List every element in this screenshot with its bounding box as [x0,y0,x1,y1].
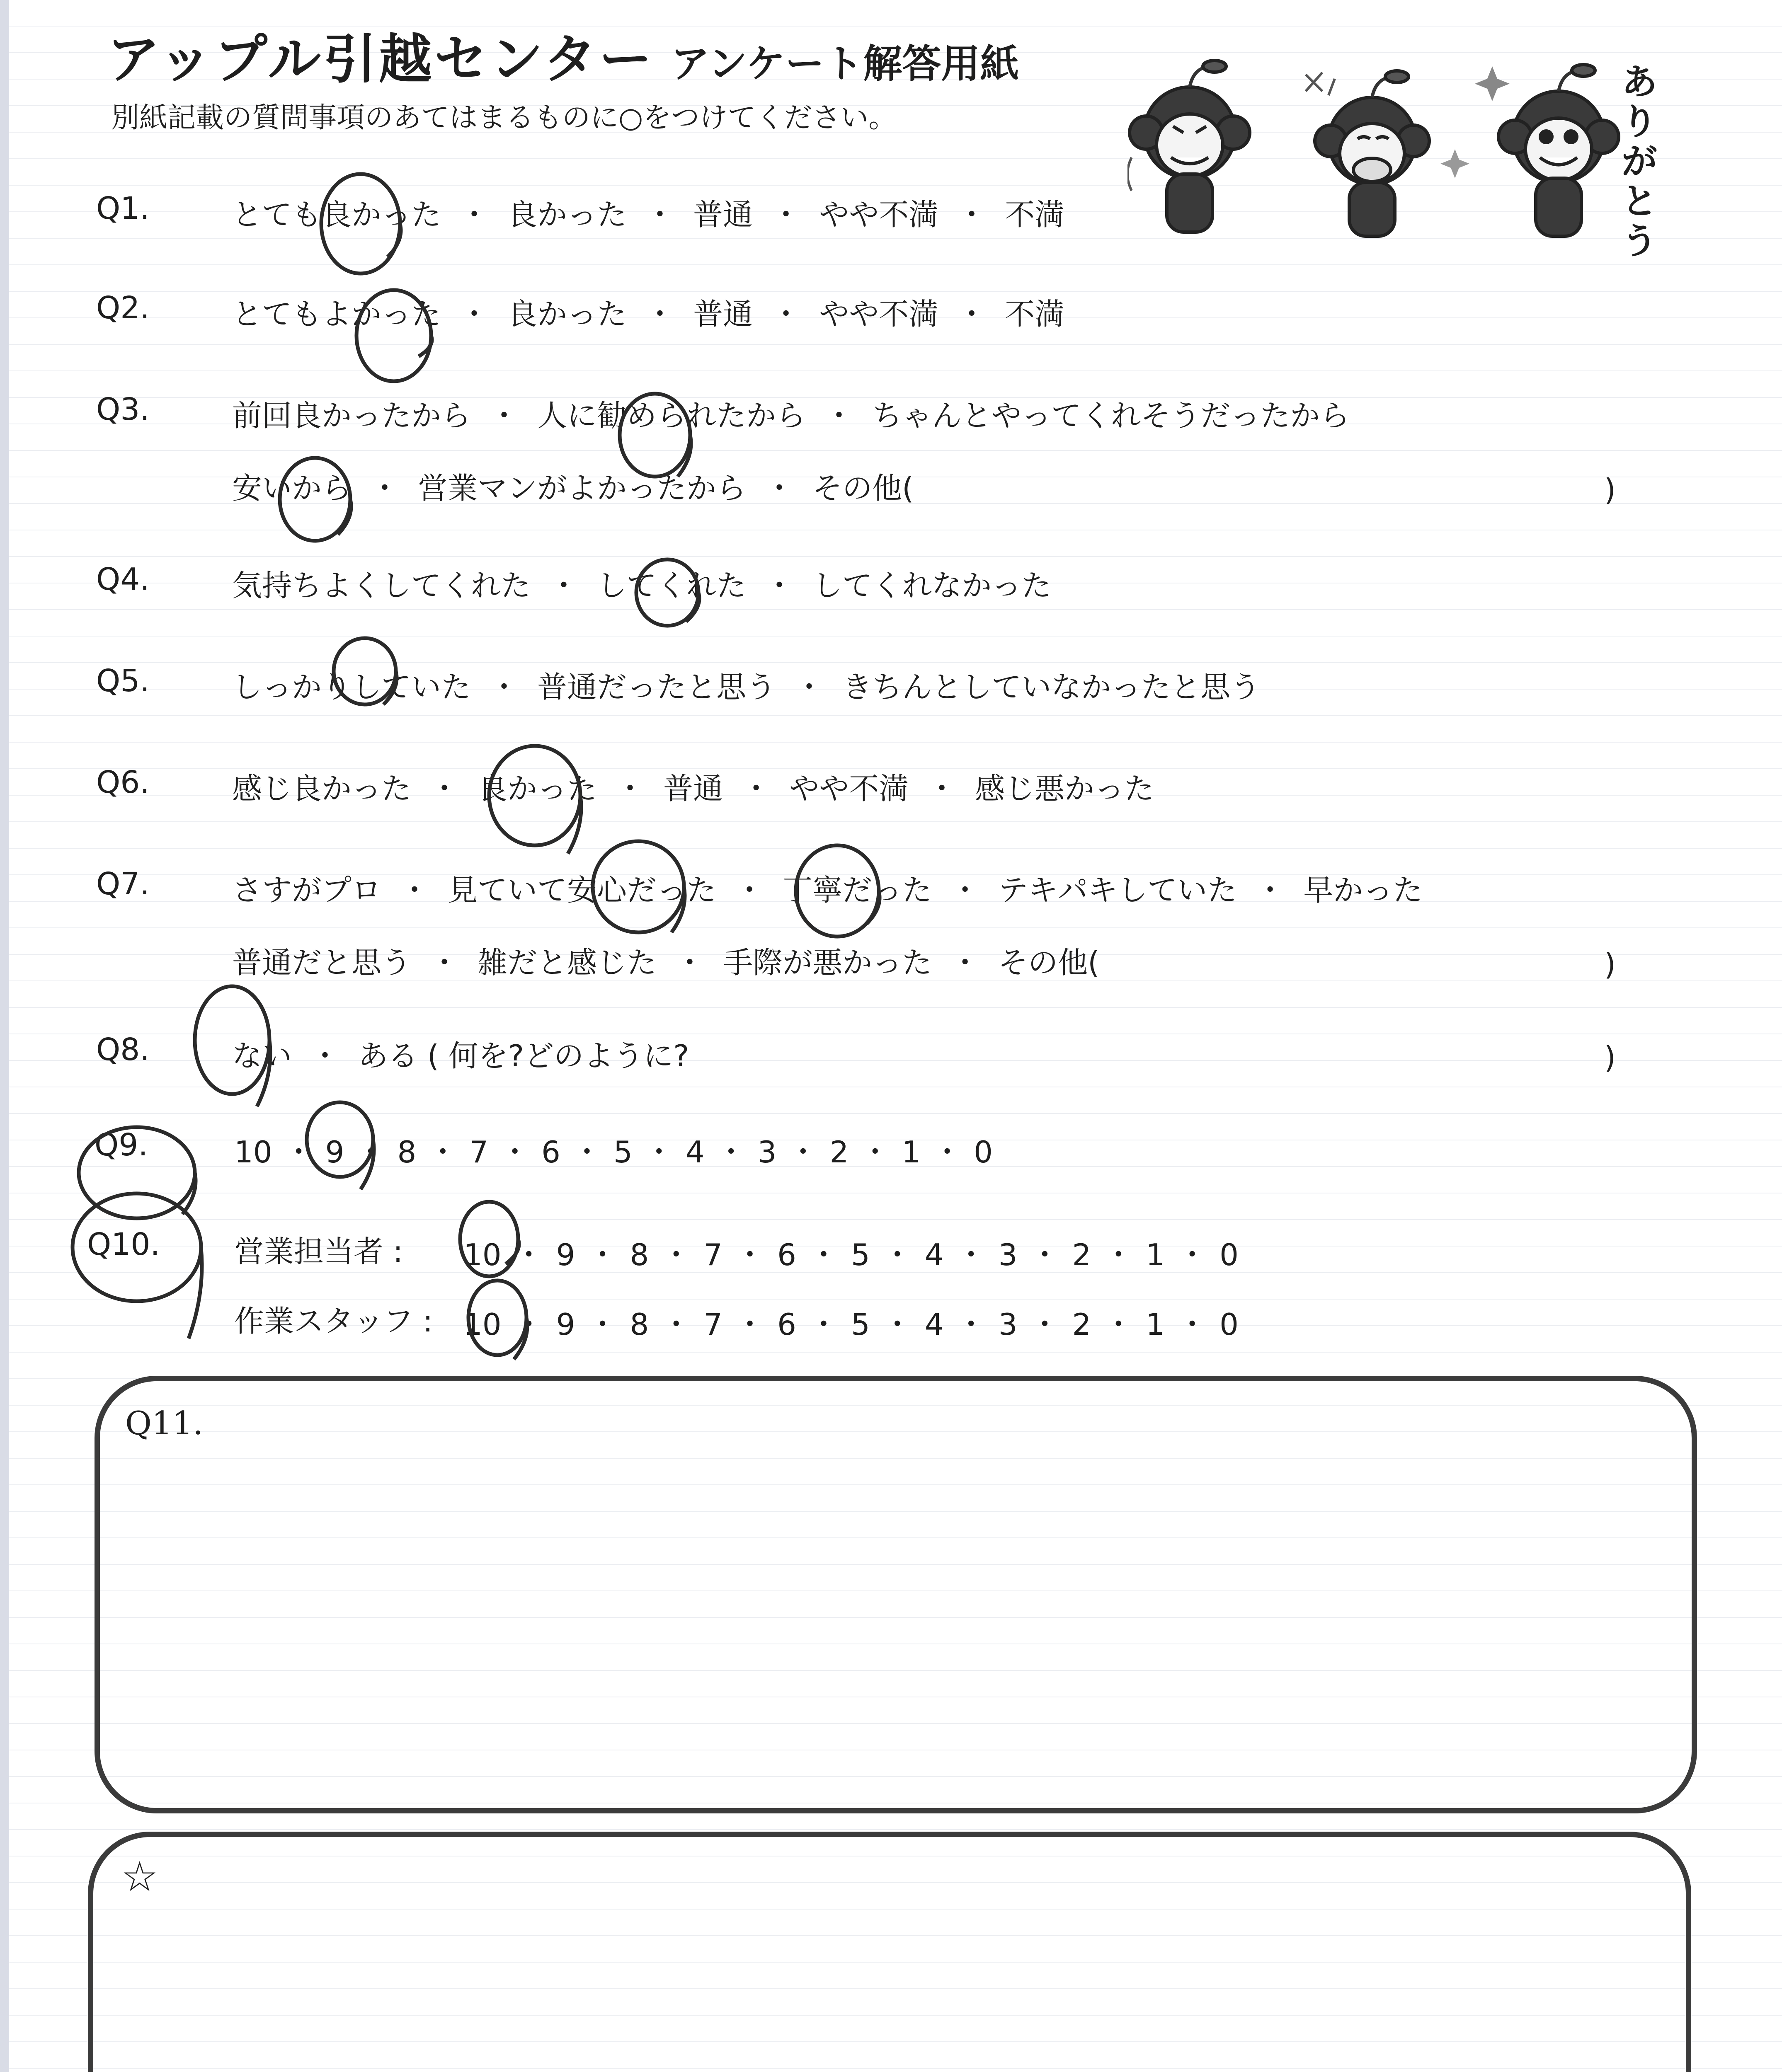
handwritten-mark-tail [189,1247,202,1339]
answer-option[interactable]: 前回良かったから [232,398,471,433]
answer-option[interactable]: きちんとしていなかったと思う [842,670,1261,704]
scale-value[interactable]: 1 [902,1135,921,1169]
scale-separator: ・ [428,1135,458,1169]
scale-separator: ・ [284,1135,314,1169]
scale-value[interactable]: 6 [777,1307,796,1342]
q10-staff-label: 作業スタッフ : [234,1304,433,1339]
scale-separator: ・ [587,1237,618,1272]
answer-option[interactable]: テキパキしていた [998,873,1237,908]
question-options-row [232,562,1051,605]
scale-value[interactable]: 7 [703,1307,723,1342]
answer-option[interactable]: 気持ちよくしてくれた [232,568,531,603]
scale-separator: ・ [661,1307,691,1342]
scan-edge [0,0,9,2072]
scale-value[interactable]: 2 [1072,1307,1091,1342]
scale-value[interactable]: 3 [998,1307,1018,1342]
question-number: Q7. [96,866,150,902]
scale-value[interactable]: 0 [1220,1237,1239,1272]
scale-value[interactable]: 1 [1146,1307,1165,1342]
answer-option[interactable]: その他( [812,471,914,506]
option-separator: ・ [549,568,579,603]
question-options-row [232,1032,689,1075]
scale-value[interactable]: 2 [1072,1237,1091,1272]
option-separator: ・ [459,197,490,232]
scale-value[interactable]: 5 [851,1237,870,1272]
mascot-middle [1306,71,1429,236]
option-separator: ・ [489,670,519,704]
answer-option[interactable]: 感じ良かった [232,771,412,806]
scale-value[interactable]: 5 [851,1307,870,1342]
scale-separator: ・ [735,1307,765,1342]
option-separator: ・ [735,873,765,908]
option-separator: ・ [771,197,801,232]
option-separator: ・ [957,197,987,232]
scale-separator: ・ [956,1307,986,1342]
scale-value[interactable]: 10 [234,1135,272,1169]
scale-value[interactable]: 0 [1220,1307,1239,1342]
scale-separator: ・ [1177,1307,1207,1342]
scale-value[interactable]: 7 [703,1237,723,1272]
handwritten-mark-tail [419,336,432,356]
scale-value[interactable]: 4 [924,1307,944,1342]
closing-paren: ) [1604,947,1616,982]
option-separator: ・ [400,873,430,908]
question-options-row [232,939,1099,982]
scale-value[interactable]: 5 [613,1135,633,1169]
scale-value[interactable]: 0 [974,1135,993,1169]
scale-value[interactable]: 3 [998,1237,1018,1272]
option-separator: ・ [957,297,987,332]
scale-value[interactable]: 3 [757,1135,777,1169]
question-number: Q4. [96,562,150,597]
option-separator: ・ [459,297,490,332]
scale-separator: ・ [808,1307,839,1342]
answer-option[interactable]: 良かった [507,297,627,332]
q10-sales-label: 営業担当者 : [234,1234,403,1269]
option-separator: ・ [645,297,675,332]
scale-separator: ・ [644,1135,674,1169]
option-separator: ・ [771,297,801,332]
answer-option[interactable]: さすがプロ [232,873,382,908]
scale-separator: ・ [716,1135,746,1169]
scale-separator: ・ [587,1307,618,1342]
question-options-row [232,765,1154,808]
q10-sales-scale [463,1231,1239,1274]
scale-separator: ・ [500,1135,530,1169]
scale-value[interactable]: 9 [556,1307,575,1342]
scale-separator: ・ [1030,1307,1060,1342]
star-label: ☆ [121,1852,158,1901]
scale-value[interactable]: 9 [325,1135,344,1169]
question-options-row [232,290,1064,333]
answer-option[interactable]: その他( [998,945,1100,980]
answer-option[interactable]: しっかりしていた [232,670,471,704]
scale-value[interactable]: 10 [463,1237,502,1272]
answer-option[interactable]: 普通 [693,197,753,232]
scale-value[interactable]: 6 [777,1237,796,1272]
question-options-row [232,663,1260,706]
scale-separator: ・ [514,1237,544,1272]
option-separator: ・ [370,471,400,506]
option-separator: ・ [675,945,705,980]
option-separator: ・ [950,873,980,908]
answer-option[interactable]: 安いから [232,471,352,506]
q11-comment-box[interactable] [95,1376,1697,1813]
question-number: Q2. [96,290,150,326]
form-subtitle: アンケート解答用紙 [671,41,1019,87]
question-number: Q6. [96,765,150,800]
question-number: Q3. [96,392,150,427]
question-options-row [232,191,1064,234]
question-number: Q8. [96,1032,150,1067]
option-separator: ・ [764,471,795,506]
scale-value[interactable]: 7 [469,1135,489,1169]
answer-option[interactable]: ある ( 何を?どのように? [358,1038,689,1073]
answer-option[interactable]: とてもよかった [232,297,441,332]
q10-staff-scale [463,1300,1239,1343]
q11-label: Q11. [125,1405,203,1442]
option-separator: ・ [764,568,795,603]
question-options-row [232,464,914,507]
answer-option[interactable]: 良かった [507,197,627,232]
closing-paren: ) [1604,1040,1616,1075]
monkey-mascots-illustration [1127,33,1683,257]
scale-separator: ・ [932,1135,963,1169]
answer-option[interactable]: 普通だったと思う [537,670,776,704]
scale-value[interactable]: 9 [556,1237,575,1272]
q10-number: Q10. [87,1227,160,1262]
answer-option[interactable]: 感じ悪かった [975,771,1154,806]
answer-option[interactable]: 早かった [1303,873,1423,908]
option-separator: ・ [310,1038,340,1073]
scale-separator: ・ [356,1135,386,1169]
answer-option[interactable]: 雑だと感じた [478,945,657,980]
answer-option[interactable]: 手際が悪かった [723,945,932,980]
scale-value[interactable]: 8 [630,1237,649,1272]
answer-option[interactable]: やや不満 [819,297,939,332]
star-comment-box[interactable] [88,1832,1691,2072]
answer-option[interactable]: ない [232,1038,292,1073]
scale-separator: ・ [1177,1237,1207,1272]
q9-scale [234,1128,993,1171]
answer-option[interactable]: やや不満 [819,197,939,232]
scale-value[interactable]: 8 [630,1307,649,1342]
scale-separator: ・ [882,1307,912,1342]
answer-option[interactable]: 普通だと思う [232,945,412,980]
answer-option[interactable]: ちゃんとやってくれそうだったから [872,398,1350,433]
scale-value[interactable]: 2 [829,1135,849,1169]
answer-option[interactable]: とても良かった [232,197,441,232]
mascot-right [1440,65,1619,236]
answer-option[interactable]: してくれなかった [812,568,1052,603]
closing-paren: ) [1604,472,1616,507]
brand-title: アップル引越センター [107,29,655,90]
option-separator: ・ [615,771,645,806]
question-number: Q1. [96,191,150,226]
scale-value[interactable]: 8 [397,1135,417,1169]
option-separator: ・ [429,771,460,806]
answer-option[interactable]: 不満 [1005,197,1065,232]
answer-option[interactable]: 人に勧められたから [537,398,806,433]
answer-option[interactable]: 不満 [1005,297,1065,332]
instruction-text: 別紙記載の質問事項のあてはまるものに○をつけてください。 [111,102,897,134]
answer-option[interactable]: やや不満 [789,771,909,806]
answer-option[interactable]: 見ていて安心だった [448,873,717,908]
scale-value[interactable]: 4 [685,1135,705,1169]
option-separator: ・ [645,197,675,232]
scale-value[interactable]: 6 [541,1135,560,1169]
answer-option[interactable]: 良かった [478,771,597,806]
option-separator: ・ [824,398,854,433]
scale-separator: ・ [735,1237,765,1272]
scale-value[interactable]: 4 [924,1237,944,1272]
scale-separator: ・ [860,1135,890,1169]
answer-option[interactable]: 丁寧だった [783,873,932,908]
scale-separator: ・ [1103,1307,1134,1342]
scale-separator: ・ [788,1135,818,1169]
question-number: Q5. [96,663,150,699]
question-options-row [232,866,1423,909]
scale-value[interactable]: 10 [463,1307,502,1342]
option-separator: ・ [429,945,460,980]
answer-option[interactable]: 営業マンがよかったから [418,471,747,506]
scale-separator: ・ [514,1307,544,1342]
scale-separator: ・ [572,1135,602,1169]
scale-separator: ・ [808,1237,839,1272]
option-separator: ・ [489,398,519,433]
scale-separator: ・ [956,1237,986,1272]
scale-separator: ・ [882,1237,912,1272]
answer-option[interactable]: してくれた [597,568,747,603]
option-separator: ・ [927,771,957,806]
option-separator: ・ [950,945,980,980]
question-options-row [232,392,1350,435]
handwritten-mark-tail [182,1173,196,1214]
q9-number: Q9. [95,1127,148,1163]
scale-separator: ・ [661,1237,691,1272]
answer-option[interactable]: 普通 [693,297,753,332]
scale-separator: ・ [1030,1237,1060,1272]
scale-value[interactable]: 1 [1146,1237,1165,1272]
option-separator: ・ [1255,873,1285,908]
option-separator: ・ [794,670,824,704]
mascot-left [1127,61,1250,232]
option-separator: ・ [741,771,771,806]
answer-option[interactable]: 普通 [663,771,723,806]
thanks-text: ありがとう [1622,61,1657,262]
scale-separator: ・ [1103,1237,1134,1272]
